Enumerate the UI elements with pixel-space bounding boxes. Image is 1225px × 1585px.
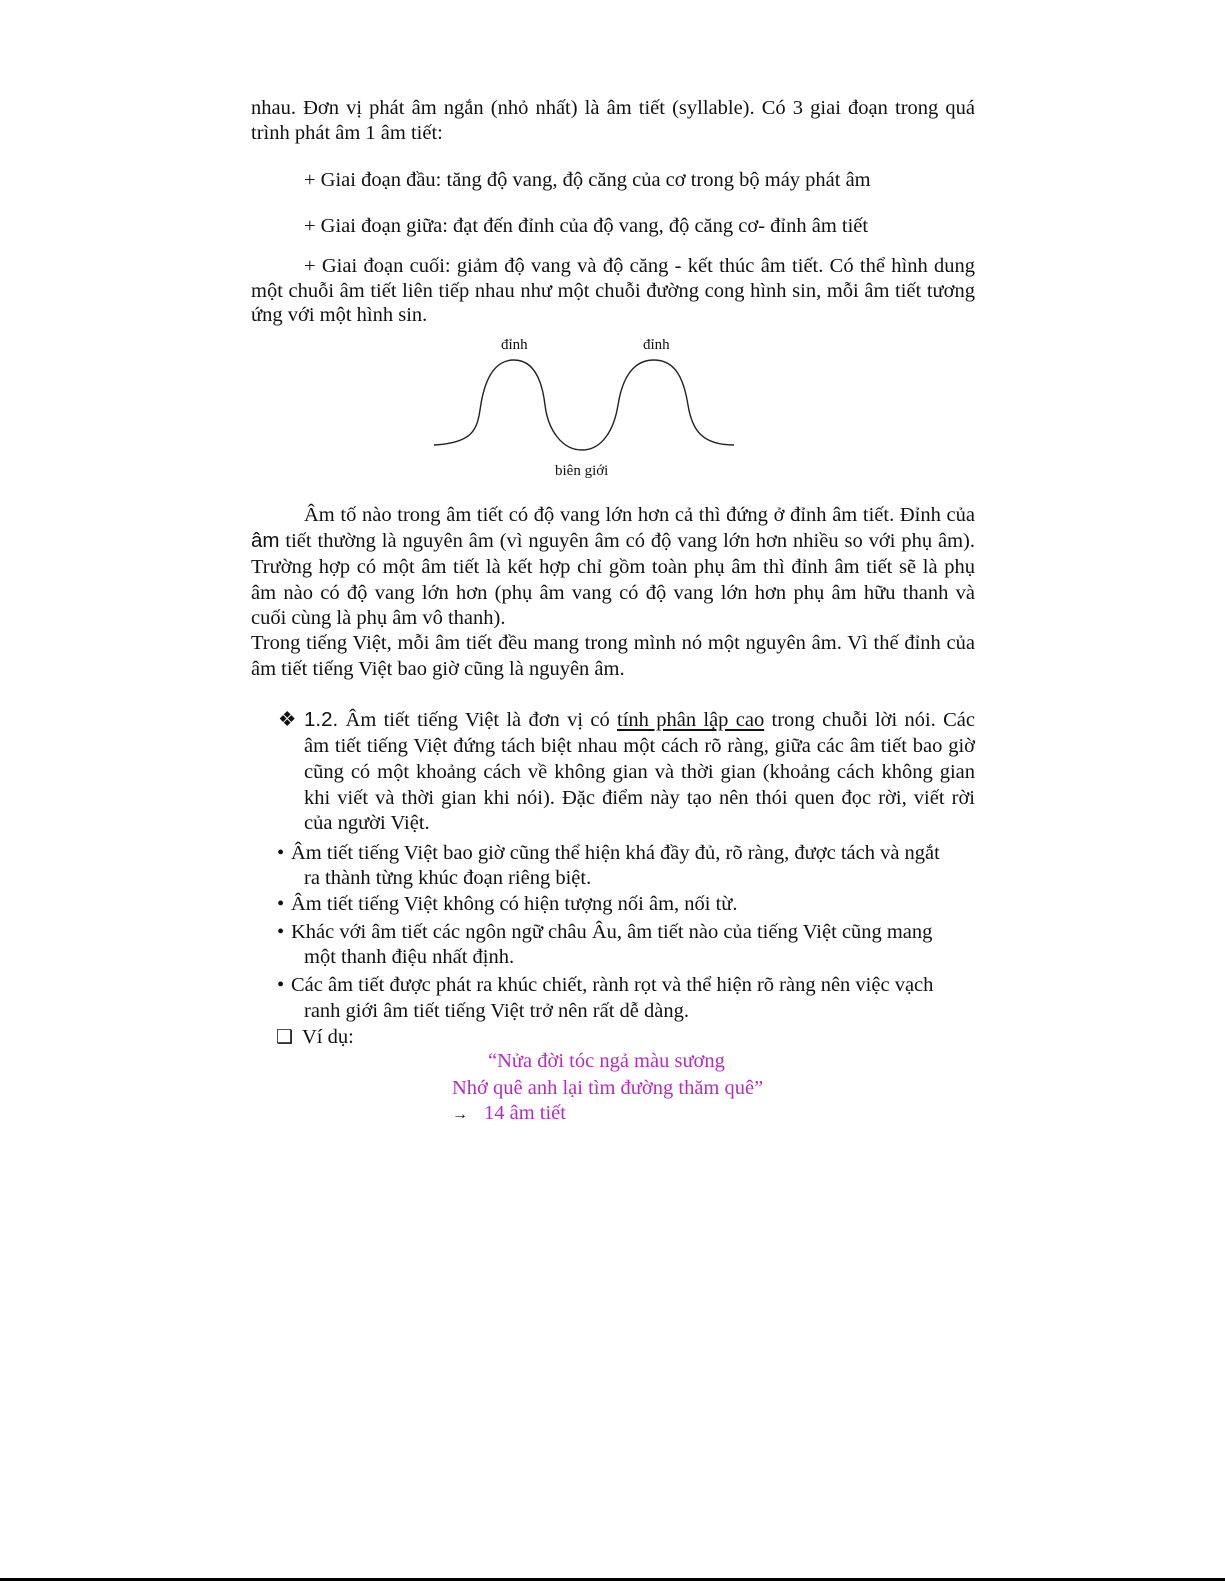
bullet-mark: •: [277, 921, 285, 943]
arrow-icon: →: [452, 1106, 468, 1123]
bullet-mark: •: [277, 974, 285, 996]
section-1-2-line-1: [304, 707, 975, 733]
peak-paragraph-line-2-lead: âm: [251, 529, 280, 552]
syllable-count: 14 âm tiết: [484, 1102, 566, 1124]
peak-paragraph-line-2-rest: tiết thường là nguyên âm (vì nguyên âm có độ vang lớn hơn nhiều so với phụ âm).: [279, 530, 975, 552]
section-number: 1.2.: [304, 708, 339, 731]
intro-line-1: nhau. Đơn vị phát âm ngắn (nhỏ nhất) là âm tiết (syllable). Có 3 giai đoạn trong quá: [251, 97, 975, 119]
bullet-1-line-2: ra thành từng khúc đoạn riêng biệt.: [304, 867, 592, 889]
bullet-mark: •: [277, 842, 285, 864]
section-1-2-line-5: của người Việt.: [304, 812, 430, 834]
peak-paragraph-line-6: Trong tiếng Việt, mỗi âm tiết đều mang trong mình nó một nguyên âm. Vì thế đỉnh của: [251, 632, 975, 654]
poem-line-2: Nhớ quê anh lại tìm đường thăm quê”: [452, 1077, 764, 1099]
section-1-2-line-3: cũng có một khoảng cách về không gian và thời gian (khoảng cách không gian: [304, 761, 975, 783]
sine-wave-curve: [434, 360, 734, 450]
bullet-1-line-1: Âm tiết tiếng Việt bao giờ cũng thể hiện khá đầy đủ, rõ ràng, được tách và ngắt: [291, 842, 940, 864]
peak-paragraph-line-2: [251, 528, 975, 554]
peak-paragraph-line-4: âm nào có độ vang lớn hơn (phụ âm vang có độ vang lớn hơn phụ âm hữu thanh và: [251, 582, 975, 604]
section-lead: Âm tiết tiếng Việt là đơn vị có: [338, 709, 618, 731]
peak-label-right: đỉnh: [643, 337, 670, 353]
stage-last-line-3: ứng với một hình sin.: [251, 304, 428, 326]
stage-first: + Giai đoạn đầu: tăng độ vang, độ căng của cơ trong bộ máy phát âm: [304, 169, 871, 191]
bullet-2-line-1: Âm tiết tiếng Việt không có hiện tượng nối âm, nối từ.: [291, 893, 738, 915]
section-underlined-term: tính phân lập cao: [617, 709, 765, 731]
peak-label-left: đỉnh: [501, 337, 528, 353]
peak-paragraph-line-3: Trường hợp có một âm tiết là kết hợp chỉ gồm toàn phụ âm thì đỉnh âm tiết sẽ là phụ: [251, 556, 975, 578]
bullet-4-line-1: Các âm tiết được phát ra khúc chiết, rành rọt và thể hiện rõ ràng nên việc vạch: [291, 974, 934, 996]
bullet-mark: •: [277, 893, 285, 915]
checkbox-icon: ❑: [276, 1027, 294, 1048]
bullet-3-line-1: Khác với âm tiết các ngôn ngữ châu Âu, âm tiết nào của tiếng Việt cũng mang: [291, 921, 933, 943]
boundary-label: biên giới: [555, 463, 609, 479]
page-bottom-border: [0, 1578, 1225, 1581]
stage-middle: + Giai đoạn giữa: đạt đến đỉnh của độ vang, độ căng cơ- đỉnh âm tiết: [304, 215, 869, 237]
bullet-4-line-2: ranh giới âm tiết tiếng Việt trở nên rất dễ dàng.: [304, 1000, 689, 1022]
bullet-3-line-2: một thanh điệu nhất định.: [304, 946, 515, 968]
intro-line-2: trình phát âm 1 âm tiết:: [251, 122, 443, 144]
peak-paragraph-line-5: cuối cùng là phụ âm vô thanh).: [251, 607, 506, 629]
section-1-2-line-2: âm tiết tiếng Việt đứng tách biệt nhau một cách rõ ràng, giữa các âm tiết bao giờ: [304, 735, 975, 757]
sine-wave-diagram: [432, 355, 752, 465]
example-label: Ví dụ:: [302, 1026, 354, 1048]
poem-line-1: “Nửa đời tóc ngả màu sương: [488, 1050, 725, 1072]
section-bullet-icon: ❖: [278, 709, 297, 731]
peak-paragraph-line-7: âm tiết tiếng Việt bao giờ cũng là nguyên âm.: [251, 658, 625, 680]
section-lead-rest: trong chuỗi lời nói. Các: [764, 709, 975, 731]
section-1-2-line-4: khi viết và thời gian khi nói). Đặc điểm này tạo nên thói quen đọc rời, viết rời: [304, 787, 975, 809]
stage-last-line-2: một chuỗi âm tiết liên tiếp nhau như một chuỗi đường cong hình sin, mỗi âm tiết tương: [251, 280, 975, 302]
stage-last-line-1: + Giai đoạn cuối: giảm độ vang và độ căng - kết thúc âm tiết. Có thể hình dung: [304, 255, 975, 277]
peak-paragraph-line-1: Âm tố nào trong âm tiết có độ vang lớn hơn cả thì đứng ở đỉnh âm tiết. Đỉnh của: [304, 504, 975, 526]
